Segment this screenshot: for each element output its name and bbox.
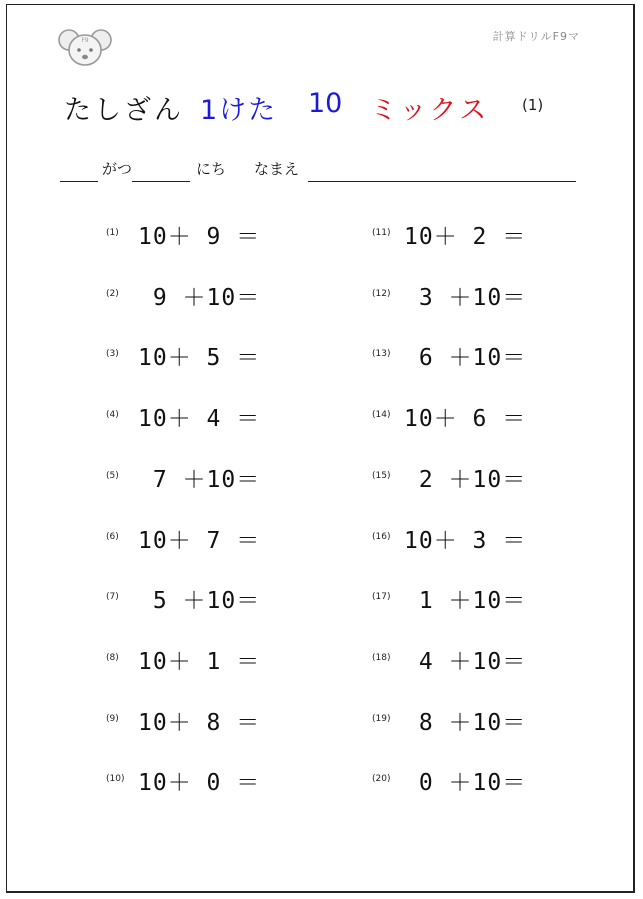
problem-expression: 7 ＋10＝	[138, 466, 261, 493]
name-label: なまえ	[254, 160, 300, 178]
problem-number: (14)	[372, 410, 391, 421]
problem-expression: 10＋ 0 ＝	[138, 770, 261, 797]
problem-number: (8)	[106, 652, 119, 663]
problem-expression: 4 ＋10＝	[404, 648, 527, 675]
problem-number: (6)	[106, 531, 119, 542]
problem-number: (16)	[372, 531, 391, 542]
svg-text:F9: F9	[81, 37, 89, 44]
title-mix: ミックス	[370, 95, 490, 126]
problem-expression: 9 ＋10＝	[138, 284, 261, 311]
problem-number: (19)	[372, 713, 391, 724]
problem-number: (9)	[106, 713, 119, 724]
problem-expression: 3 ＋10＝	[404, 284, 527, 311]
problem-number: (7)	[106, 592, 119, 603]
problem-number: (20)	[372, 774, 391, 785]
problem-number: (1)	[106, 228, 119, 238]
problem-number: (18)	[372, 652, 391, 663]
page-title	[64, 88, 584, 128]
problem-expression: 10＋ 7 ＝	[138, 527, 261, 554]
problem-expression: 6 ＋10＝	[404, 345, 527, 372]
title-main: たしざん	[64, 95, 184, 126]
day-blank[interactable]	[132, 181, 190, 182]
problem-expression: 10＋ 8 ＝	[138, 709, 261, 736]
title-ten: 10	[308, 88, 343, 119]
title-digits: 1けた	[200, 95, 278, 126]
problem-expression: 8 ＋10＝	[404, 709, 527, 736]
problem-number: (10)	[106, 774, 125, 785]
mouse-mascot-icon	[58, 26, 112, 68]
brand-label: 計算ドリルF9マ	[492, 30, 580, 43]
problem-number: (17)	[372, 592, 391, 603]
problem-expression: 10＋ 3 ＝	[404, 527, 527, 554]
problem-number: (15)	[372, 470, 391, 481]
problem-number: (5)	[106, 470, 119, 481]
problem-number: (2)	[106, 288, 119, 299]
name-blank[interactable]	[308, 181, 576, 182]
problem-number: (13)	[372, 349, 391, 360]
problem-number: (4)	[106, 410, 119, 421]
problem-expression: 2 ＋10＝	[404, 466, 527, 493]
problem-expression: 5 ＋10＝	[138, 588, 261, 615]
sheet-number: (1)	[522, 96, 544, 114]
problem-expression: 0 ＋10＝	[404, 770, 527, 797]
problem-expression: 10＋ 2 ＝	[404, 224, 527, 250]
problem-number: (11)	[372, 228, 391, 238]
month-blank[interactable]	[60, 181, 98, 182]
problem-expression: 10＋ 6 ＝	[404, 406, 527, 433]
problem-expression: 1 ＋10＝	[404, 588, 527, 615]
problem-expression: 10＋ 5 ＝	[138, 345, 261, 372]
problem-number: (12)	[372, 288, 391, 299]
month-label: がつ	[102, 160, 133, 178]
problem-expression: 10＋ 4 ＝	[138, 406, 261, 433]
problem-expression: 10＋ 9 ＝	[138, 224, 261, 250]
problem-number: (3)	[106, 349, 119, 360]
problem-expression: 10＋ 1 ＝	[138, 648, 261, 675]
day-label: にち	[196, 160, 227, 178]
worksheet-page	[6, 4, 635, 893]
